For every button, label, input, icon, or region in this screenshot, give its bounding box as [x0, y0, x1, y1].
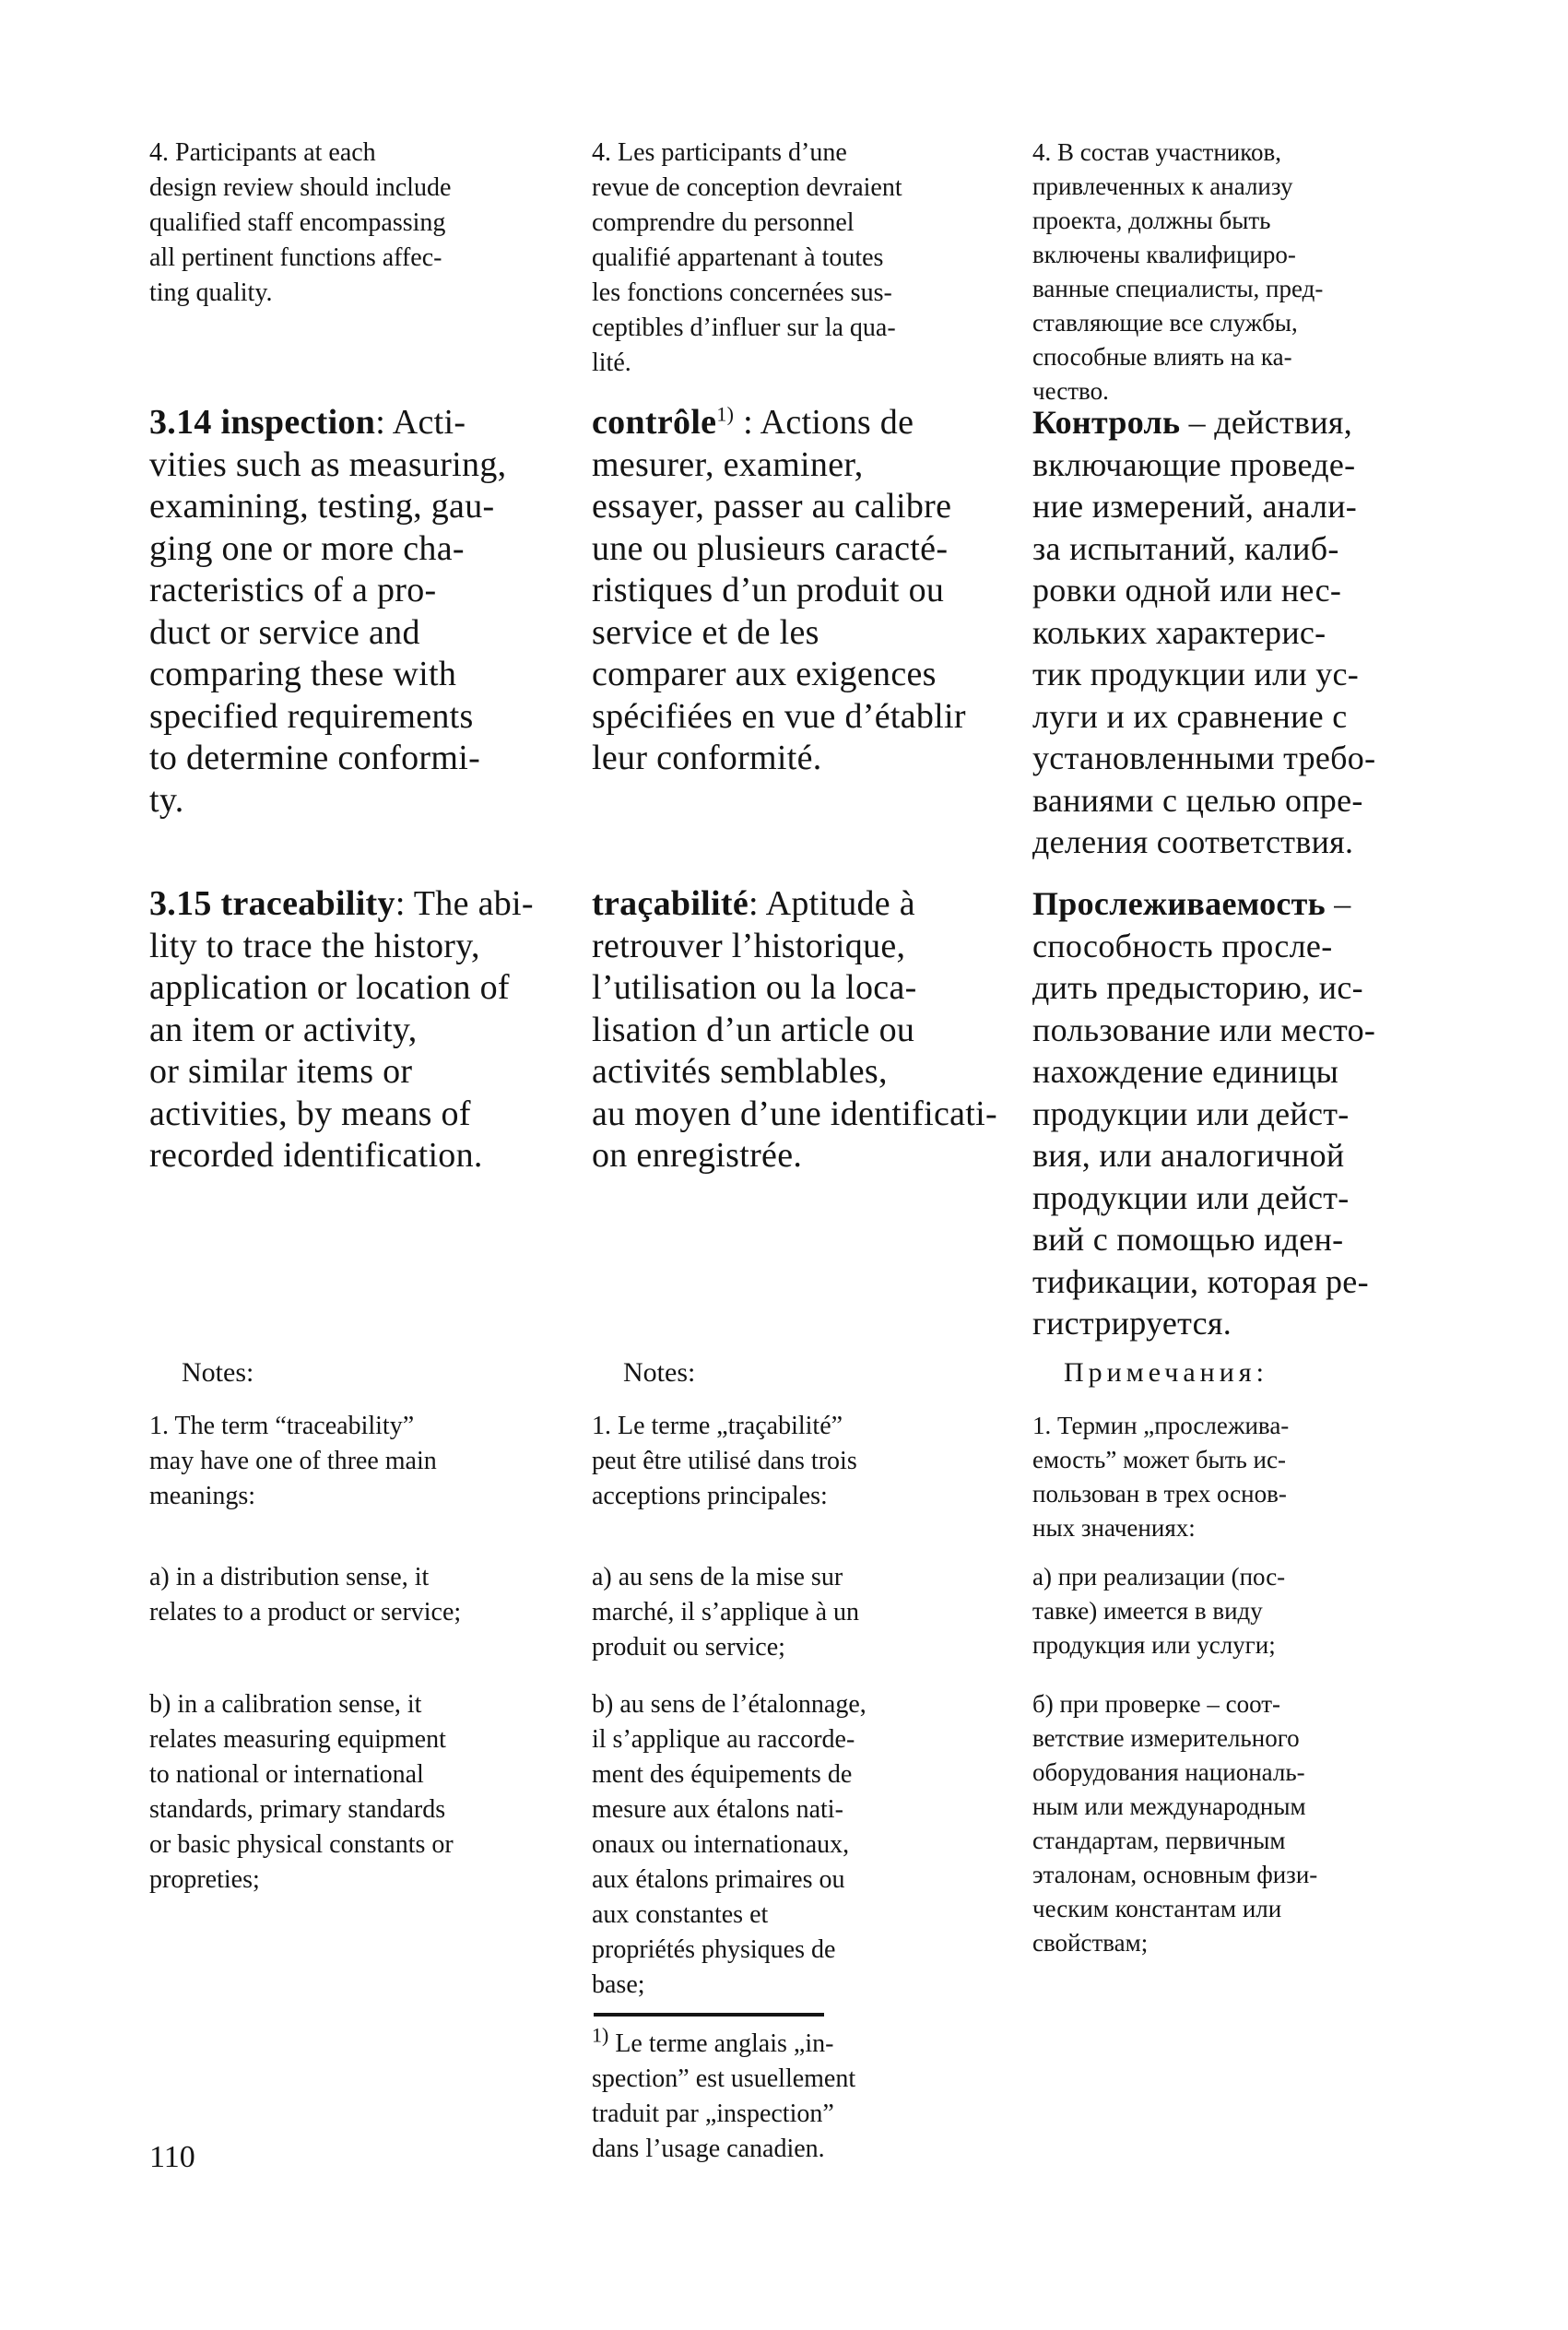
definition-text: : The abi- lity to trace the history, application or location of an item or activity, or similar items or activities, by means of recorded identification. — [149, 884, 534, 1175]
definition-text: : Actions de mesurer, examiner, essayer, passer au calibre une ou plusieurs caracté- ristiques d’un produit ou service et de les comparer aux exigences spécifiées en vue d’établir leur conformité. — [592, 403, 966, 777]
definition-3-14-en — [149, 402, 583, 822]
note1-en: 1. The term “traceability” may have one of three main meanings: — [149, 1412, 437, 1510]
note-a-en: a) in a distribution sense, it relates to a product or service; — [149, 1563, 462, 1626]
definition-3-15-en — [149, 883, 583, 1177]
notes-title-fr: Notes: — [623, 1357, 696, 1388]
definition-3-15-ru — [1032, 883, 1475, 1345]
item4-ru: 4. В состав участников, привлеченных к анализу проекта, должны быть включены квалифициро- ванные специалисты, пред- ставляющие все службы, способные влиять на ка- чество. — [1032, 138, 1324, 405]
term-controle: contrôle — [592, 403, 717, 442]
notes-title-ru: Примечания: — [1064, 1357, 1268, 1388]
note-b-ru: б) при проверке – соот- ветствие измерительного оборудования националь- ным или международным стандартам, первичным эталонам, основным физи- ческим константам или свойствам; — [1032, 1690, 1318, 1957]
term-tracabilite: traçabilité — [592, 884, 749, 923]
footnote-rule — [594, 2013, 824, 2017]
definition-text: : Aptitude à retrouver l’historique, l’utilisation ou la loca- lisation d’un article ou activités semblables, au moyen d’une identificati- on enregistrée. — [592, 884, 997, 1175]
note1-fr: 1. Le terme „traçabilité” peut être utilisé dans trois acceptions principales: — [592, 1412, 857, 1510]
note-b-en: b) in a calibration sense, it relates measuring equipment to national or international standards, primary standards or basic physical constants or propreties; — [149, 1690, 454, 1894]
definition-text: – способность просле- дить предысторию, ис- пользование или место- нахождение единицы продукции или дейст- вия, или аналогичной продукции или дейст- вий с помощью иден- тификации, которая ре- гистрируется. — [1032, 885, 1376, 1342]
term-kontrol: Контроль — [1032, 404, 1181, 441]
item4-fr: 4. Les participants d’une revue de conception devraient comprendre du personnel qualifié appartenant à toutes les fonctions concernées sus- ceptibles d’influer sur la qua- lité. — [592, 138, 902, 377]
definition-3-14-fr — [592, 402, 1043, 780]
item4-en: 4. Participants at each design review should include qualified staff encompassing all pertinent functions affec- ting quality. — [149, 138, 452, 307]
footnote-marker: 1) — [592, 2023, 609, 2047]
note-b-fr: b) au sens de l’étalonnage, il s’applique au raccorde- ment des équipements de mesure aux étalons nati- onaux ou internationaux, aux étalons primaires ou aux constantes et propriétés physiques de base; — [592, 1690, 867, 1999]
note-a-fr: a) au sens de la mise sur marché, il s’applique à un produit ou service; — [592, 1563, 860, 1662]
definition-3-14-ru — [1032, 402, 1475, 864]
footnote-ref: 1) — [716, 402, 735, 426]
note1-ru: 1. Термин „прослежива- емость” может быть ис- пользован в трех основ- ных значениях: — [1032, 1412, 1290, 1542]
footnote — [592, 2023, 979, 2167]
notes-title-en: Notes: — [182, 1357, 254, 1388]
term-proslezhivaemost: Прослеживаемость — [1032, 885, 1326, 922]
term-inspection: 3.14 inspection — [149, 403, 376, 442]
term-traceability: 3.15 traceability — [149, 884, 395, 923]
footnote-text: Le terme anglais „in- spection” est usuellement traduit par „inspection” dans l’usage canadien. — [592, 2029, 856, 2163]
definition-text: : Acti- vities such as measuring, examining, testing, gau- ging one or more cha- racteristics of a pro- duct or service and comparing these with specified requirements to determine conformi- ty. — [149, 403, 507, 820]
definition-text: – действия, включающие проведе- ние измерений, анали- за испытаний, калиб- ровки одной или нес- кольких характерис- тик продукции или ус- луги и их сравнение с установленными требо- ваниями с целью опре- деления соответствия. — [1032, 404, 1376, 860]
definition-3-15-fr — [592, 883, 1043, 1177]
page-number: 110 — [149, 2140, 195, 2174]
note-a-ru: а) при реализации (пос- тавке) имеется в виду продукция или услуги; — [1032, 1563, 1286, 1659]
